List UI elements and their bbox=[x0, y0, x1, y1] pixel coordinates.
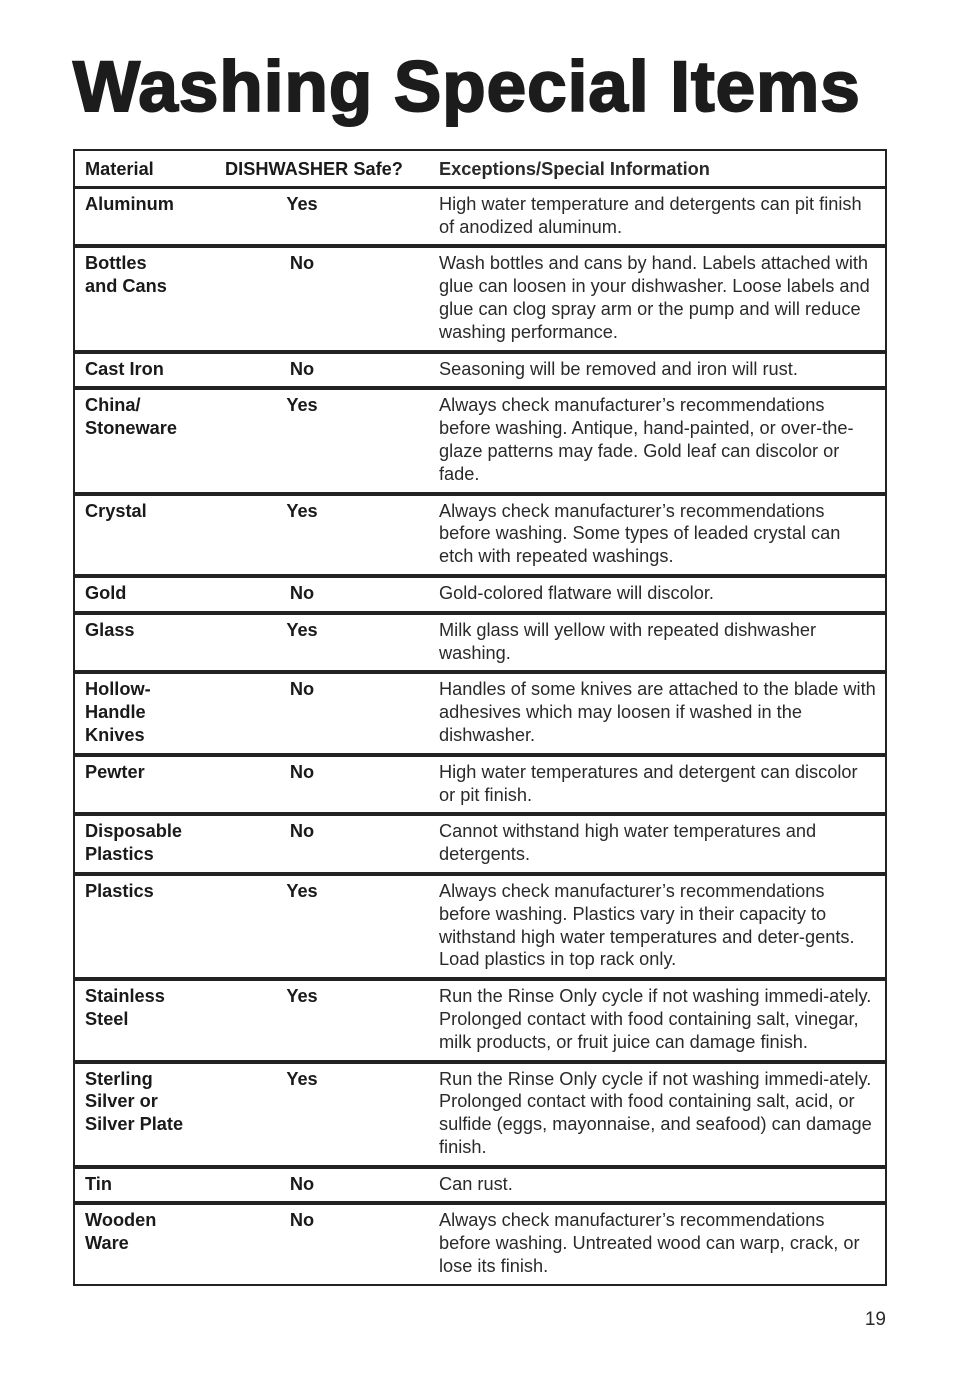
info-cell: Cannot withstand high water temperatures and detergents. bbox=[439, 821, 817, 865]
material-cell: China/ Stoneware bbox=[85, 395, 177, 439]
table-row bbox=[75, 386, 885, 491]
table-row bbox=[75, 187, 885, 245]
safe-cell: Yes bbox=[286, 619, 318, 640]
table-row bbox=[75, 492, 885, 574]
info-cell: Run the Rinse Only cycle if not washing immedi-ately. Prolonged contact with food containing salt, acid, or sulfide (eggs, mayonnaise, and seafood) can damage finish. bbox=[439, 1068, 872, 1157]
info-cell: Seasoning will be removed and iron will rust. bbox=[439, 358, 798, 379]
page-title: Washing Special Items bbox=[73, 48, 861, 127]
material-cell: Wooden Ware bbox=[85, 1210, 157, 1254]
table-row bbox=[75, 244, 885, 349]
safe-cell: No bbox=[289, 821, 315, 842]
header-exceptions: Exceptions/Special Information bbox=[439, 159, 710, 179]
table-row bbox=[75, 812, 885, 872]
safe-cell: Yes bbox=[286, 193, 318, 214]
material-cell: Disposable Plastics bbox=[85, 821, 183, 865]
safe-cell: No bbox=[289, 761, 315, 782]
info-cell: Can rust. bbox=[439, 1173, 513, 1194]
table-row bbox=[75, 1060, 885, 1165]
material-cell: Glass bbox=[85, 619, 135, 640]
table-row bbox=[75, 350, 885, 387]
material-cell: Cast Iron bbox=[85, 358, 164, 379]
material-cell: Tin bbox=[85, 1173, 112, 1194]
material-cell: Crystal bbox=[85, 500, 147, 521]
info-cell: Milk glass will yellow with repeated dishwasher washing. bbox=[439, 619, 817, 663]
material-cell: Pewter bbox=[85, 761, 145, 782]
material-cell: Plastics bbox=[85, 880, 154, 901]
safe-cell: No bbox=[289, 1210, 315, 1231]
info-cell: High water temperature and detergents can pit finish of anodized aluminum. bbox=[439, 193, 862, 237]
table-row bbox=[75, 753, 885, 813]
table-row bbox=[75, 1165, 885, 1202]
info-cell: Always check manufacturer’s recommendations before washing. Untreated wood can warp, crack, or lose its finish. bbox=[439, 1210, 860, 1277]
safe-cell: Yes bbox=[286, 986, 318, 1007]
table-row bbox=[75, 977, 885, 1059]
material-cell: Gold bbox=[85, 582, 127, 603]
table-row bbox=[75, 670, 885, 752]
info-cell: Always check manufacturer’s recommendations before washing. Plastics vary in their capacity to withstand high water temperatures and deter-gents. Load plastics in top rack only. bbox=[439, 880, 855, 970]
info-cell: Always check manufacturer’s recommendations before washing. Antique, hand-painted, or over-the-glaze patterns may fade. Gold leaf can discolor or fade. bbox=[439, 395, 854, 484]
safe-cell: No bbox=[289, 358, 315, 379]
safe-cell: Yes bbox=[286, 395, 318, 416]
safe-cell: Yes bbox=[286, 1068, 318, 1089]
safe-cell: No bbox=[289, 679, 315, 700]
safe-cell: No bbox=[289, 253, 315, 274]
info-cell: Run the Rinse Only cycle if not washing immedi-ately. Prolonged contact with food containing salt, vinegar, milk products, or fruit juice can damage finish. bbox=[439, 986, 872, 1052]
table-row bbox=[75, 574, 885, 611]
info-cell: Gold-colored flatware will discolor. bbox=[439, 582, 714, 603]
material-cell: Sterling Silver or Silver Plate bbox=[85, 1068, 184, 1135]
material-cell: Hollow- Handle Knives bbox=[85, 679, 151, 745]
material-cell: Stainless Steel bbox=[85, 986, 165, 1029]
info-cell: Wash bottles and cans by hand. Labels attached with glue can loosen in your dishwasher. Loose labels and glue can clog spray arm or the pump and will reduce washing performance. bbox=[439, 253, 870, 342]
material-cell: Aluminum bbox=[85, 193, 174, 214]
header-dishwasher-safe: DISHWASHER Safe? bbox=[225, 159, 403, 179]
safe-cell: No bbox=[289, 582, 315, 603]
info-cell: High water temperatures and detergent can discolor or pit finish. bbox=[439, 761, 858, 805]
table-header-row bbox=[75, 151, 885, 187]
header-material: Material bbox=[85, 159, 154, 179]
info-cell: Handles of some knives are attached to the blade with adhesives which may loosen if washed in the dishwasher. bbox=[439, 679, 876, 745]
table-row bbox=[75, 1201, 885, 1283]
material-cell: Bottles and Cans bbox=[85, 253, 167, 297]
safe-cell: Yes bbox=[286, 500, 318, 521]
safe-cell: Yes bbox=[286, 880, 318, 901]
table-row bbox=[75, 611, 885, 671]
safe-cell: No bbox=[289, 1173, 315, 1194]
page-number: 19 bbox=[864, 1309, 886, 1330]
special-items-table bbox=[73, 149, 887, 1286]
info-cell: Always check manufacturer’s recommendations before washing. Some types of leaded crystal can etch with repeated washings. bbox=[439, 500, 841, 567]
table-row bbox=[75, 872, 885, 977]
